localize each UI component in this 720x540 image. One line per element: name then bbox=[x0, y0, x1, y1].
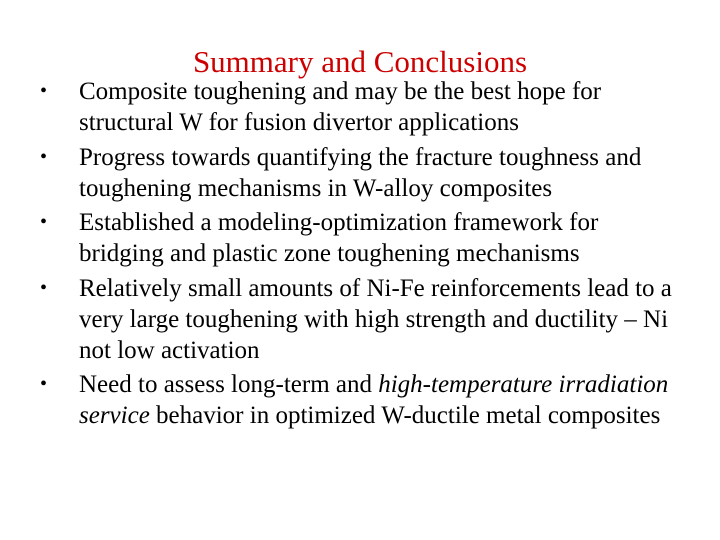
bullet-text bbox=[79, 144, 641, 202]
bullet-marker-icon: • bbox=[40, 373, 48, 395]
bullet-item bbox=[40, 273, 680, 366]
bullet-marker-icon: • bbox=[40, 211, 48, 233]
bullet-text bbox=[79, 371, 668, 429]
bullet-item bbox=[40, 142, 680, 204]
bullet-text bbox=[79, 275, 672, 364]
bullet-list bbox=[40, 76, 680, 435]
bullet-item bbox=[40, 76, 680, 138]
bullet-text-segment: Established a modeling-optimization framework for bridging and plastic zone toughening mechanisms bbox=[79, 209, 599, 267]
bullet-text-segment-italic: high-temperature irradiation service bbox=[79, 371, 669, 429]
bullet-text-segment: Need to assess long-term and bbox=[79, 371, 379, 398]
bullet-marker-icon: • bbox=[40, 80, 48, 102]
bullet-text-segment: Relatively small amounts of Ni-Fe reinforcements lead to a very large toughening with high strength and ductility – Ni not low activation bbox=[79, 274, 672, 364]
bullet-text bbox=[79, 209, 598, 267]
bullet-text bbox=[79, 78, 601, 136]
bullet-item bbox=[40, 369, 680, 431]
bullet-text-segment: Composite toughening and may be the best hope for structural W for fusion divertor applications bbox=[79, 78, 602, 136]
bullet-marker-icon: • bbox=[40, 276, 48, 299]
bullet-text-segment: behavior in optimized W-ductile metal composites bbox=[149, 402, 661, 429]
slide-title: Summary and Conclusions bbox=[192, 43, 528, 79]
bullet-text-segment: Progress towards quantifying the fracture toughness and toughening mechanisms in W-alloy composites bbox=[79, 143, 642, 202]
bullet-item bbox=[40, 207, 680, 269]
bullet-marker-icon: • bbox=[40, 145, 48, 168]
